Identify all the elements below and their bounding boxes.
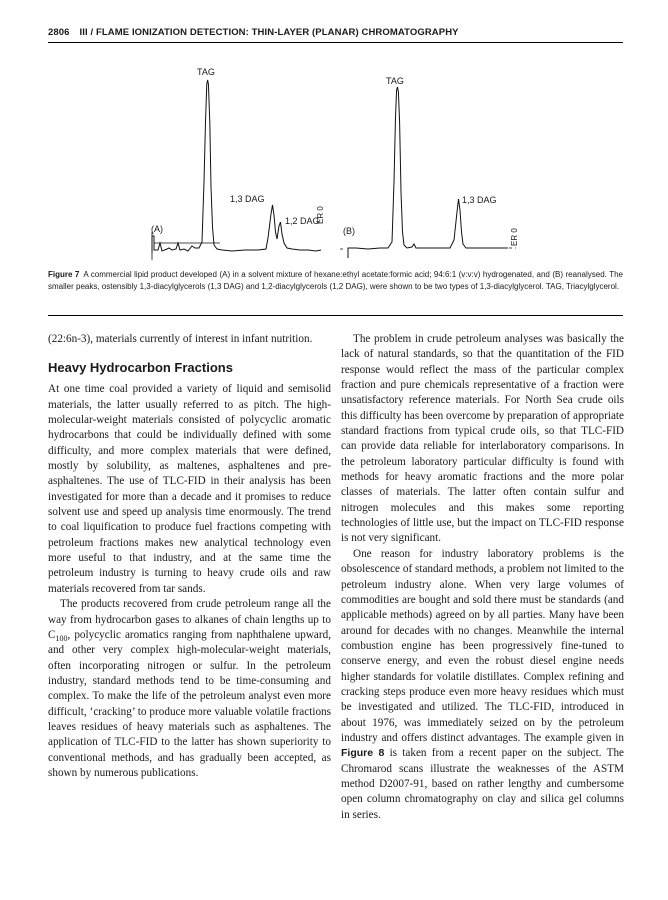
panel-b-er-label: ER 0 [510, 228, 519, 246]
panel-a-trace [152, 80, 321, 253]
page-number: 2806 [48, 27, 70, 38]
header-rule [48, 42, 623, 43]
panel-a-12dag-label: 1,2 DAG [285, 216, 320, 226]
panel-a-tag-label: TAG [197, 67, 215, 77]
subscript-100: 100 [55, 634, 68, 644]
left-paragraph-2: The products recovered from crude petroleum range all the way from hydrocarbon gases to alkanes of chain lengths up to $C_{100}$, polycyclic aromatics ranging from naphthalene upward, and other very complex high-molecular-weight materials, often incorporating nitrogen or sulfur. In the petroleum industry, standard methods tend to be time-consuming and complex. To make the life of the petroleum analyst even more difficult, ‘cracking’ to produce more valuable volatile fractions leaves residues of heavy materials such as asphaltenes. The application of TLC-FID to the latter has shown superiority to conventional methods, and has gradually been accepted, as shown by numerous publications. [48, 598, 331, 779]
running-header [48, 27, 623, 38]
panel-a-label: (A) [151, 224, 163, 234]
section-heading: Heavy Hydrocarbon Fractions [48, 360, 233, 376]
running-title: III / FLAME IONIZATION DETECTION: THIN-LAYER (PLANAR) CHROMATOGRAPHY [79, 27, 459, 38]
right-column [341, 332, 624, 823]
panel-b-tag-label: TAG [386, 76, 404, 86]
panel-a-13dag-label: 1,3 DAG [230, 194, 265, 204]
figure-caption [48, 269, 623, 292]
panel-a-er-label: ER 0 [316, 206, 325, 224]
left-paragraph-1: At one time coal provided a variety of liquid and semisolid materials, the latter usually referred to as pitch. The high-molecular-weight materials consisted of polycyclic aromatic hydrocarbons that could be individually defined with some difficulty, and more complex materials that were defined, mostly by solubility, as maltenes, asphaltenes and pre-asphaltenes. The use of TLC-FID in their analysis has been investigated for more than a decade and it promises to reduce solvent use and speed up analysis time enormously. The trend to coal liquification to produce fuel fractions competing with petroleum fractions makes new analytical technology even more useful to that industry, and at the same time the petroleum industry is turning to heavy crude oils and raw materials recovered from tar sands. [48, 383, 331, 595]
figure-caption-label: Figure 7 [48, 270, 80, 279]
left-paragraph-continued: (22:6n-3), materials currently of interest in infant nutrition. [48, 333, 313, 345]
right-paragraph-2: One reason for industry laboratory problems is the obsolescence of standard methods, a problem not limited to the petroleum industry alone. When very large volumes of commodities are bought and sold there must be standards (and applicable methods) agreed on by all parties. Many have been around for decades with no changes. Meanwhile the internal combustion engine has been progressively fine-tuned to conserve energy, and even the robust diesel engine needs higher standards for volatile distillates. Complex refining and cracking steps produce even more heavy residues which must be investigated and utilized. The TLC-FID, introduced in about 1976, was immediately seized on by the petroleum industry and offers distinct advantages. The example given in Figure 8 is taken from a recent paper on the subject. The Chromarod scans illustrate the weaknesses of the ASTM method D2007-91, based on rather lengthy and cumbersome open column chromatography on clay and silica gel columns in series. [341, 547, 624, 821]
panel-b [340, 76, 519, 258]
chromatogram-figure [140, 62, 540, 260]
figure-caption-text: A commercial lipid product developed (A) in a solvent mixture of hexane:ethyl acetate:formic acid; 94:6:1 (v:v:v) hydrogenated, and (B) reanalysed. The smaller peaks, ostensibly 1,3-diacylglycerols (1,3 DAG) and 1,2-diacylglycerols (1,2 DAG), were shown to be two types of 1,3-diacylglycerol. TAG, Triacylglycerol. [48, 270, 623, 291]
panel-b-label: (B) [343, 226, 355, 236]
caption-rule [48, 315, 623, 316]
right-paragraph-1: The problem in crude petroleum analyses was basically the lack of natural standards, so that the quantitation of the FID response would reflect the mass of the particular complex fraction and pure chemicals representative of a fraction were unsatisfactory reference materials. For North Sea crude oils this difficulty has been overcome by preparation of appropriate standard fractions from typical crude oils, so that TLC-FID can provide data reliable for interlaboratory comparisons. In the petroleum laboratory particular difficulty is found with methods for heavy aromatic fractions and the more polar classes of materials. The latter often contain sulfur and nitrogen molecules and this makes some reporting technologies of little use, but the impact on TLC-FID response is not very significant. [341, 333, 624, 545]
panel-a [151, 67, 325, 260]
figure-8-reference[interactable]: Figure 8 [341, 747, 385, 760]
panel-b-trace [348, 87, 508, 258]
panel-b-13dag-label: 1,3 DAG [462, 195, 497, 205]
panel-a-baseline [152, 243, 220, 260]
left-column [48, 332, 331, 781]
